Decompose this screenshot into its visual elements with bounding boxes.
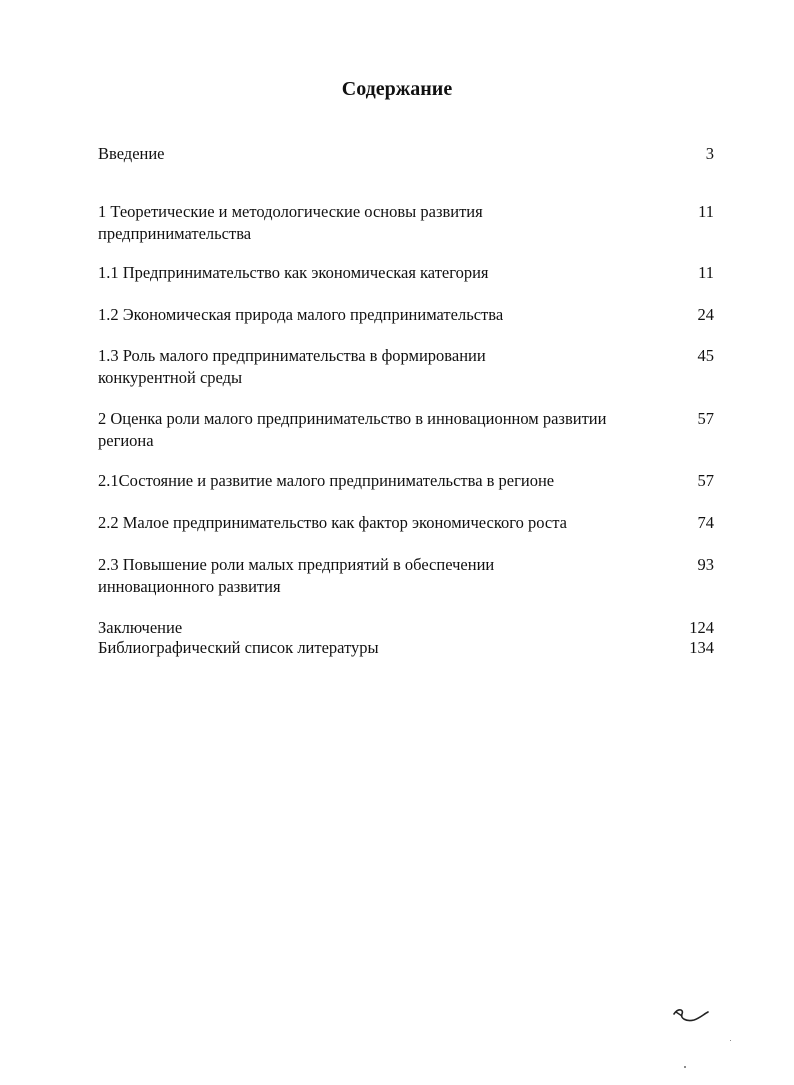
handwritten-mark-icon (670, 1000, 714, 1030)
toc-entry-text: 2.2 Малое предпринимательство как фактор экономического роста (98, 513, 567, 532)
toc-entry-page: 11 (698, 202, 714, 221)
toc-entry-page: 93 (697, 555, 714, 574)
toc-entry-page: 45 (697, 346, 714, 365)
toc-entry-page: 57 (697, 409, 714, 428)
toc-entry-text: Введение (98, 144, 165, 163)
toc-entry-page: 57 (697, 471, 714, 490)
toc-entry-page: 124 (689, 618, 714, 637)
toc-entry-text: Заключение (98, 618, 183, 637)
toc-entry-text: 2 Оценка роли малого предпринимательство в инновационном развитии региона (98, 409, 607, 450)
toc-entry-text: 2.3 Повышение роли малых предприятий в обеспечении инновационного развития (98, 555, 495, 596)
toc-entry-text: 1.2 Экономическая природа малого предпринимательства (98, 305, 504, 324)
toc-entry-page: 24 (697, 305, 714, 324)
toc-entry-page: 134 (689, 638, 714, 657)
scan-speck (684, 1066, 686, 1068)
toc-entry-text: 1.3 Роль малого предпринимательства в формировании конкурентной среды (98, 346, 486, 387)
toc-entry-page: 3 (705, 144, 714, 163)
toc-entry-text: 1.1 Предпринимательство как экономическая категория (98, 263, 489, 282)
toc-entry-text: 2.1Состояние и развитие малого предпринимательства в регионе (98, 471, 555, 490)
toc-entry-page: 11 (698, 263, 714, 282)
scan-speck (730, 1040, 731, 1041)
toc-entry-text: Библиографический список литературы (98, 638, 379, 657)
toc-entry-page: 74 (697, 513, 714, 532)
toc-entry-text: 1 Теоретические и методологические основы развития предпринимательства (98, 202, 483, 243)
page-title: Содержание (341, 78, 453, 100)
